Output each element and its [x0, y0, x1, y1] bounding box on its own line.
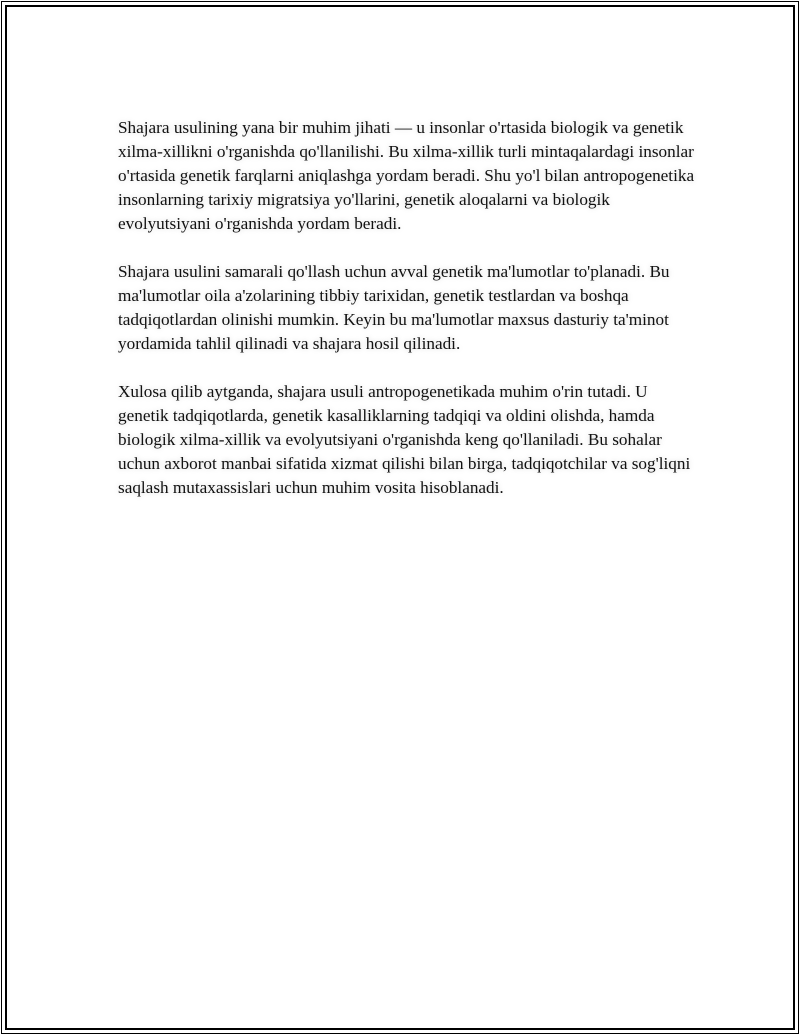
- paragraph-1: Shajara usulining yana bir muhim jihati — u insonlar o'rtasida biologik va genetik xilma-xillikni o'rganishda qo'llanilishi. Bu xilma-xillik turli mintaqalardagi insonlar o'rtasida genetik farqlarni aniqlashga yordam beradi. Shu yo'l bilan antropogenetika insonlarning tarixiy migratsiya yo'llarini, genetik aloqalarni va biologik evolyutsiyani o'rganishda yordam beradi.: [118, 118, 695, 233]
- paragraph-3: Xulosa qilib aytganda, shajara usuli antropogenetikada muhim o'rin tutadi. U genetik tadqiqotlarda, genetik kasalliklarning tadqiqi va oldini olishda, hamda biologik xilma-xillik va evolyutsiyani o'rganishda keng qo'llaniladi. Bu sohalar uchun axborot manbai sifatida xizmat qilishi bilan birga, tadqiqotchilar va sog'liqni saqlash mutaxassislari uchun muhim vosita hisoblanadi.: [118, 382, 691, 497]
- paragraph-2: Shajara usulini samarali qo'llash uchun avval genetik ma'lumotlar to'planadi. Bu ma'lumotlar oila a'zolarining tibbiy tarixidan, genetik testlardan va boshqa tadqiqotlardan olinishi mumkin. Keyin bu ma'lumotlar maxsus dasturiy ta'minot yordamida tahlil qilinadi va shajara hosil qilinadi.: [118, 262, 670, 353]
- document-body: [118, 116, 698, 524]
